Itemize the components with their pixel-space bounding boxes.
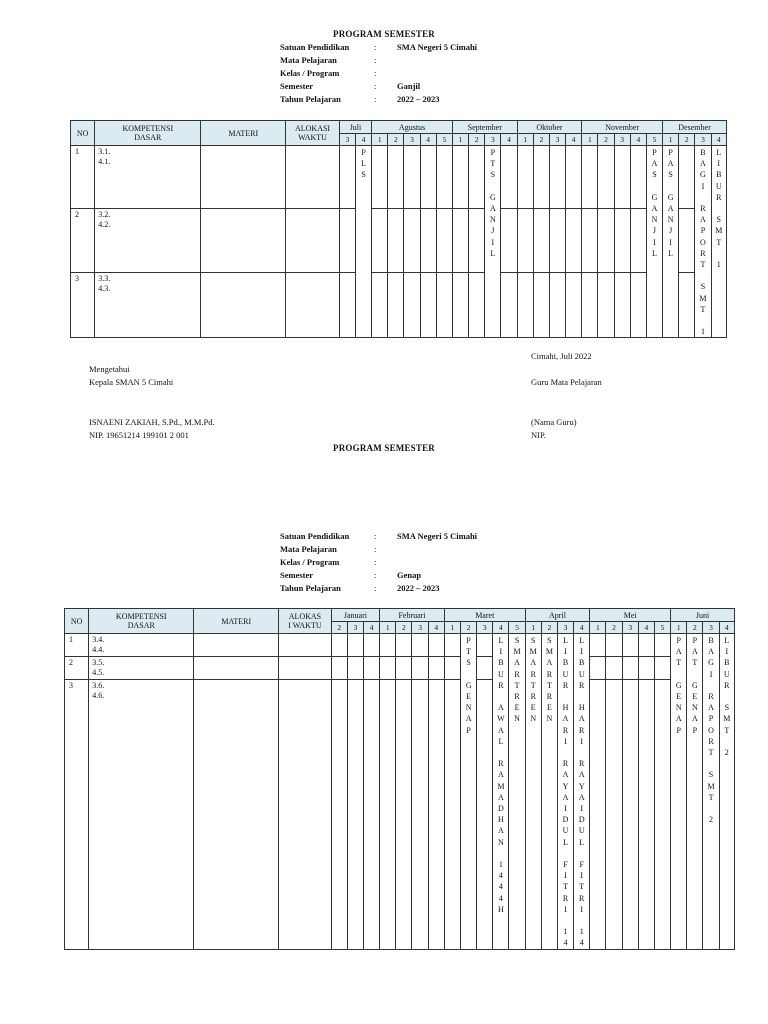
week-header: 1 — [582, 134, 598, 146]
week-header: 2 — [679, 134, 695, 146]
week-header: 2 — [461, 622, 477, 634]
week-header: 4 — [355, 134, 371, 146]
week-header: 2 — [606, 622, 622, 634]
program-semester-title-1: PROGRAM SEMESTER — [333, 29, 435, 39]
colon: : — [374, 94, 377, 104]
month-header: Januari — [331, 609, 379, 622]
week-header: 4 — [364, 622, 380, 634]
week-header: 4 — [630, 134, 646, 146]
tahun-value: 2022 – 2023 — [397, 94, 440, 104]
header-kompetensi-dasar: KOMPETENSI DASAR — [89, 609, 194, 634]
row-alokasi — [286, 146, 340, 209]
week-header: 5 — [646, 134, 662, 146]
bagi-raport-cell: B A G I R A P O R T S M T 2 — [703, 634, 719, 950]
month-header: Februari — [380, 609, 445, 622]
header-materi: MATERI — [201, 121, 286, 146]
month-header: Maret — [444, 609, 525, 622]
week-header: 3 — [485, 134, 501, 146]
colon: : — [374, 570, 377, 580]
sign-kepala-name: ISNAENI ZAKIAH, S.Pd., M.M.Pd. — [89, 417, 215, 427]
month-header: September — [452, 121, 517, 134]
pat-genap-cell: P A T G E N A P — [671, 634, 687, 950]
week-header: 3 — [412, 622, 428, 634]
mapel-label: Mata Pelajaran — [280, 55, 337, 65]
sign-place-date: Cimahi, Juli 2022 — [531, 351, 592, 361]
week-header: 3 — [703, 622, 719, 634]
week-header: 1 — [380, 622, 396, 634]
header-kompetensi-dasar: KOMPETENSI DASAR — [95, 121, 201, 146]
tahun-label: Tahun Pelajaran — [280, 583, 341, 593]
satuan-label: Satuan Pendidikan — [280, 42, 350, 52]
week-header: 3 — [477, 622, 493, 634]
week-header: 2 — [469, 134, 485, 146]
week-header: 4 — [428, 622, 444, 634]
header-alokasi-waktu: ALOKASI WAKTU — [286, 121, 340, 146]
week-header: 4 — [420, 134, 436, 146]
row-no: 3 — [65, 680, 89, 950]
header-no: NO — [65, 609, 89, 634]
month-header: Juni — [671, 609, 735, 622]
pesantren-cell: S M A R T R E N — [541, 634, 557, 950]
kelas-label: Kelas / Program — [280, 68, 340, 78]
sign-guru: Guru Mata Pelajaran — [531, 377, 602, 387]
tahun-label: Tahun Pelajaran — [280, 94, 341, 104]
row-kompetensi: 3.6. 4.6. — [89, 680, 194, 950]
semester-value: Ganjil — [397, 81, 421, 91]
row-no: 1 — [71, 146, 95, 209]
pesantren-cell: S M A R T R E N — [525, 634, 541, 950]
colon: : — [374, 42, 377, 52]
week-header: 1 — [372, 134, 388, 146]
week-header: 2 — [388, 134, 404, 146]
colon: : — [374, 557, 377, 567]
cell — [339, 146, 355, 209]
pts-ganjil-cell: P T S G A N J I L — [485, 146, 501, 338]
week-header: 4 — [574, 622, 590, 634]
row-no: 3 — [71, 272, 95, 338]
week-header: 1 — [452, 134, 468, 146]
week-header: 3 — [549, 134, 565, 146]
week-header: 2 — [331, 622, 347, 634]
week-header: 3 — [622, 622, 638, 634]
week-header: 4 — [638, 622, 654, 634]
week-header: 5 — [654, 622, 670, 634]
sign-kepala-nip: NIP. 19651214 199101 2 001 — [89, 430, 189, 440]
month-header: November — [582, 121, 663, 134]
libur-ramadhan-cell: L I B U R A W A L R A M A D H A N 1 4 4 4 H — [493, 634, 509, 950]
pls-cell: P L S — [355, 146, 371, 338]
satuan-label: Satuan Pendidikan — [280, 531, 350, 541]
month-header: Agustus — [372, 121, 453, 134]
row-kompetensi: 3.3. 4.3. — [95, 272, 201, 338]
week-header: 3 — [695, 134, 711, 146]
program-semester-title-2: PROGRAM SEMESTER — [333, 443, 435, 453]
pesantren-cell: S M A R T R E N — [509, 634, 525, 950]
week-header: 4 — [719, 622, 734, 634]
bagi-raport-cell: B A G I R A P O R T S M T 1 — [695, 146, 711, 338]
row-materi — [201, 146, 286, 209]
week-header: 5 — [509, 622, 525, 634]
week-header: 4 — [493, 622, 509, 634]
colon: : — [374, 544, 377, 554]
week-header: 2 — [598, 134, 614, 146]
week-header: 3 — [614, 134, 630, 146]
libur-idul-fitri-cell: L I B U R H A R I R A Y A I D U L F I T R I 1 4 — [557, 634, 573, 950]
schedule-table-semester-1 — [70, 120, 727, 338]
month-header: Desember — [663, 121, 727, 134]
schedule-table-semester-2 — [64, 608, 735, 950]
colon: : — [374, 55, 377, 65]
week-header: 2 — [687, 622, 703, 634]
sign-guru-name: (Nama Guru) — [531, 417, 577, 427]
satuan-value: SMA Negeri 5 Cimahi — [397, 42, 478, 52]
colon: : — [374, 68, 377, 78]
week-header: 1 — [663, 134, 679, 146]
sign-kepala: Kepala SMAN 5 Cimahi — [89, 377, 174, 387]
week-header: 1 — [444, 622, 460, 634]
libur-idul-fitri-cell: L I B U R H A R I R A Y A I D U L F I T R I 1 4 — [574, 634, 590, 950]
info-block-1 — [280, 41, 540, 106]
month-header: Mei — [590, 609, 671, 622]
info-block-2 — [280, 530, 540, 595]
colon: : — [374, 531, 377, 541]
week-header: 2 — [396, 622, 412, 634]
week-header: 1 — [517, 134, 533, 146]
mapel-label: Mata Pelajaran — [280, 544, 337, 554]
header-alokasi-waktu: ALOKAS I WAKTU — [279, 609, 332, 634]
row-no: 2 — [71, 208, 95, 272]
pas-ganjil-cell-2: P A S G A N J I L — [663, 146, 679, 338]
month-header: Oktober — [517, 121, 582, 134]
week-header: 3 — [404, 134, 420, 146]
week-header: 1 — [590, 622, 606, 634]
header-materi: MATERI — [194, 609, 279, 634]
libur-smt-cell: L I B U R S M T 2 — [719, 634, 734, 950]
row-kompetensi: 3.5. 4.5. — [89, 657, 194, 680]
week-header: 3 — [347, 622, 363, 634]
colon: : — [374, 583, 377, 593]
week-header: 4 — [501, 134, 517, 146]
pas-ganjil-cell: P A S G A N J I L — [646, 146, 662, 338]
week-header: 2 — [533, 134, 549, 146]
satuan-value: SMA Negeri 5 Cimahi — [397, 531, 478, 541]
sign-guru-nip: NIP. — [531, 430, 546, 440]
libur-smt-cell: L I B U R S M T 1 — [711, 146, 726, 338]
semester-label: Semester — [280, 570, 314, 580]
pat-genap-cell: P A T G E N A P — [687, 634, 703, 950]
kelas-label: Kelas / Program — [280, 557, 340, 567]
week-header: 3 — [557, 622, 573, 634]
row-no: 1 — [65, 634, 89, 657]
month-header: Juli — [339, 121, 371, 134]
week-header: 2 — [541, 622, 557, 634]
week-header: 1 — [525, 622, 541, 634]
week-header: 1 — [671, 622, 687, 634]
tahun-value: 2022 – 2023 — [397, 583, 440, 593]
row-kompetensi: 3.2. 4.2. — [95, 208, 201, 272]
semester-value: Genap — [397, 570, 422, 580]
month-header: April — [525, 609, 590, 622]
week-header: 4 — [566, 134, 582, 146]
header-no: NO — [71, 121, 95, 146]
week-header: 5 — [436, 134, 452, 146]
row-kompetensi: 3.4. 4.4. — [89, 634, 194, 657]
pts-genap-cell: P T S G E N A P — [461, 634, 477, 950]
sign-mengetahui: Mengetahui — [89, 364, 130, 374]
row-kompetensi: 3.1. 4.1. — [95, 146, 201, 209]
row-no: 2 — [65, 657, 89, 680]
colon: : — [374, 81, 377, 91]
semester-label: Semester — [280, 81, 314, 91]
week-header: 4 — [711, 134, 726, 146]
week-header: 3 — [339, 134, 355, 146]
